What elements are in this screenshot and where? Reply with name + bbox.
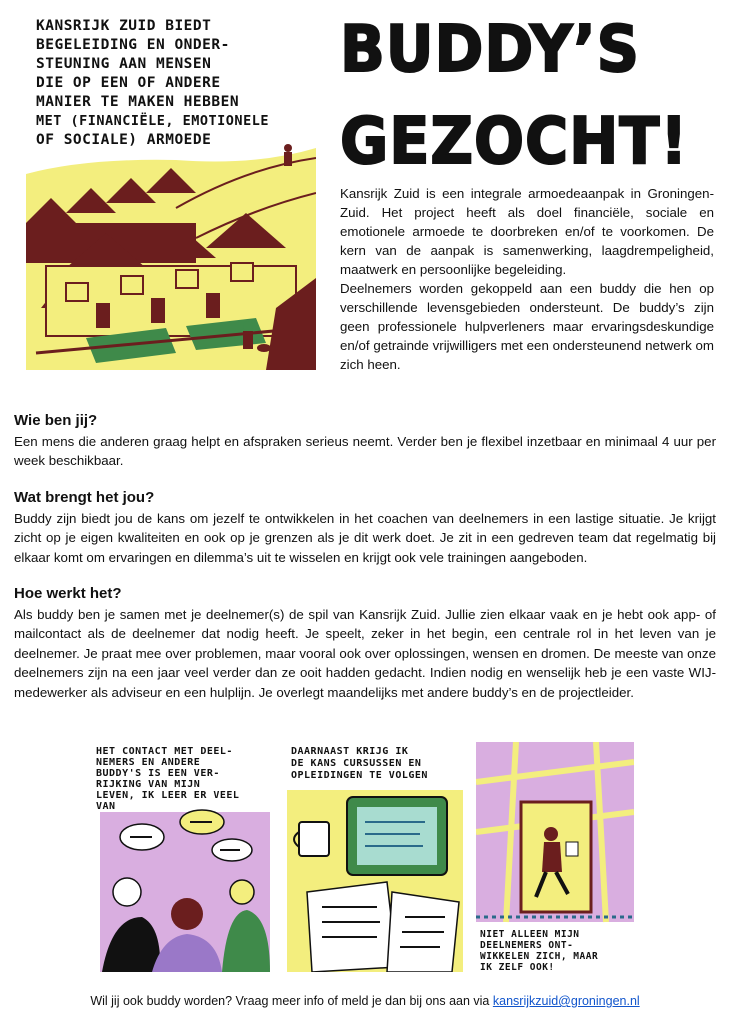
section-body: Als buddy ben je samen met je deelnemer(s) de spil van Kansrijk Zuid. Jullie zien elkaar vaak en je hebt ook app- of mailcontact als de deelnemer dat nodig heeft. Je speelt, zeker in het begin, een centrale rol in het leven van je deelnemer. Je praat mee over problemen, maar vooral ook over oplossingen, wensen en dromen. De meeste van onze deelnemers zijn na een jaar veel verder dan ze ooit hadden gedacht. Indien nodig en wenselijk heb je een vaste WIJ-medewerker als adviseur en een hulplijn. Je overlegt maandelijks met andere buddy’s en de projectleider.	[14, 606, 716, 700]
caption-line: MANIER TE MAKEN HEBBEN	[36, 94, 240, 110]
panel-caption-line: IK ZELF OOK!	[480, 962, 555, 972]
section-heading: Hoe werkt het?	[14, 585, 122, 602]
comic-panel-contact	[92, 742, 276, 972]
section-wie-ben-jij	[14, 411, 716, 471]
panel-caption-line: DAARNAAST KRIJG IK	[291, 746, 409, 757]
footer-text: Wil jij ook buddy worden? Vraag meer info of meld je dan bij ons aan via	[90, 994, 493, 1008]
section-wat-brengt-het-jou	[14, 488, 716, 567]
caption-line: DIE OP EEN OF ANDERE	[36, 75, 221, 91]
panel-caption-line: NIET ALLEEN MIJN	[480, 929, 580, 940]
section-hoe-werkt-het	[14, 584, 716, 702]
section-body: Een mens die anderen graag helpt en afspraken serieus neemt. Verder ben je flexibel inzetbaar en minimaal 4 uur per week beschikbaar.	[14, 433, 716, 468]
comic-panel-courses	[287, 742, 463, 972]
intro-text	[340, 184, 714, 374]
section-body: Buddy zijn biedt jou de kans om jezelf te ontwikkelen in het coachen van deelnemers in een lastige situatie. Je krijgt zicht op je eigen kwaliteiten en ook op je grenzen als je dit werk doet. Je zit in een gedreven team dat regelmatig bij elkaar komt om ervaringen en dilemma’s uit te wisselen en krijgt ook vele trainingen aangeboden.	[14, 510, 716, 565]
page-title: BUDDY’S GEZOCHT!	[340, 13, 689, 179]
intro-paragraph: Kansrijk Zuid is een integrale armoedeaanpak in Groningen-Zuid. Het project heeft als doel financiële, sociale en emotionele armoede te doorbreken en/of te voorkomen. De kern van de aanpak is samenwerking, laagdrempeligheid, maatwerk en persoonlijke begeleiding.	[340, 186, 714, 277]
intro-paragraph: Deelnemers worden gekoppeld aan een buddy die hen op verschillende levensgebieden ondersteunt. De buddy’s zijn geen professionele hulpverleners maar ervaringsdeskundige en/of getrainde vrijwilligers met een ondersteunend netwerk om zich heen.	[340, 281, 714, 372]
footer-cta	[0, 994, 730, 1008]
panel-caption-line: WIKKELEN ZICH, MAAR	[480, 951, 599, 962]
panel-caption-line: VAN	[96, 801, 116, 812]
caption-line: KANSRIJK ZUID BIEDT	[36, 18, 212, 34]
email-link[interactable]: kansrijkzuid@groningen.nl	[492, 994, 640, 1008]
panel-caption-line: NEMERS EN ANDERE	[96, 757, 201, 768]
panel-caption-line: OPLEIDINGEN TE VOLGEN	[291, 770, 428, 781]
panel-caption-line: LEVEN, IK LEER ER VEEL	[96, 790, 240, 801]
section-heading: Wie ben jij?	[14, 412, 98, 429]
panel-caption-line: HET CONTACT MET DEEL-	[96, 746, 233, 757]
caption-line: BEGELEIDING EN ONDER-	[36, 37, 230, 53]
section-heading: Wat brengt het jou?	[14, 489, 155, 506]
panel-caption-line: RIJKING VAN MIJN	[96, 779, 201, 790]
caption-line: STEUNING AAN MENSEN	[36, 56, 212, 72]
caption-line: OF SOCIALE) ARMOEDE	[36, 132, 212, 148]
panel-caption-line: BUDDY'S IS EEN VER-	[96, 768, 220, 779]
caption-line: MET (FINANCIËLE, EMOTIONELE	[36, 113, 269, 129]
houses-illustration	[26, 8, 316, 370]
comic-panel-growth	[476, 742, 634, 972]
panel-caption-line: DEELNEMERS ONT-	[480, 940, 574, 951]
panel-caption-line: DE KANS CURSUSSEN EN	[291, 758, 422, 769]
